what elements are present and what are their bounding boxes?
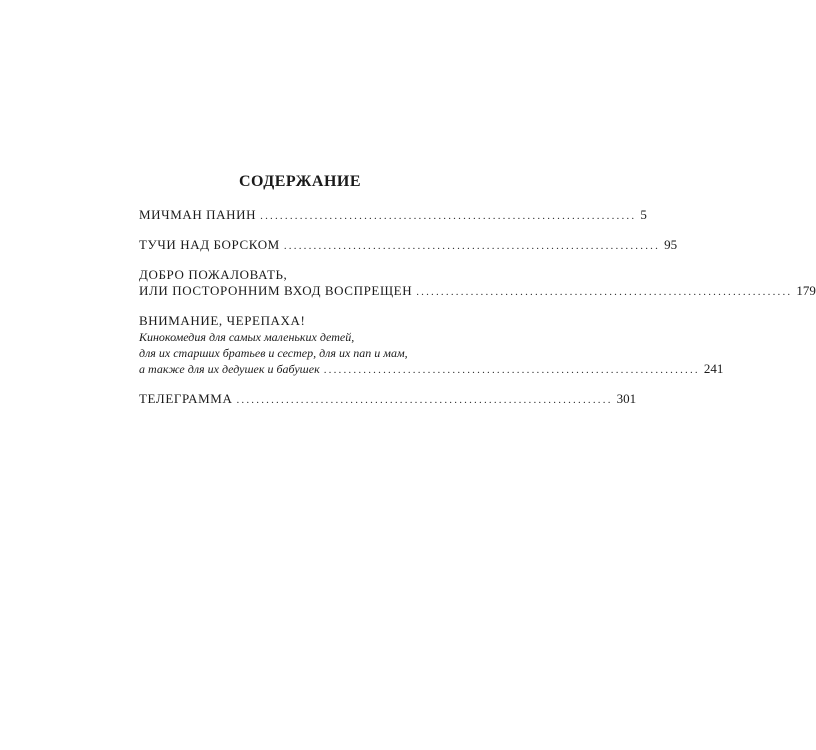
toc-line — [139, 237, 678, 254]
dot-leader: ............................................................................ — [416, 286, 793, 298]
dot-leader: ............................................................................ — [236, 394, 613, 406]
toc-entry-subtitle-line: а также для их дедушек и бабушек — [139, 362, 320, 376]
toc-entry-title: МИЧМАН ПАНИН — [139, 207, 257, 222]
toc-entry-subtitle-line: Кинокомедия для самых маленьких детей, — [139, 330, 355, 344]
toc-entry-page: 95 — [664, 237, 678, 252]
toc-line — [139, 283, 816, 300]
toc-entry-subtitle-line: для их старших братьев и сестер, для их пап и мам, — [139, 346, 408, 360]
table-of-contents — [139, 207, 816, 421]
toc-entry-title: ТУЧИ НАД БОРСКОМ — [139, 237, 280, 252]
toc-line — [139, 391, 637, 408]
dot-leader: ............................................................................ — [260, 210, 637, 222]
dot-leader: ............................................................................ — [283, 240, 661, 252]
toc-line — [139, 267, 482, 283]
toc-entry-michman-panin[interactable] — [139, 207, 647, 224]
toc-entry-telegramma[interactable] — [139, 391, 637, 408]
toc-entry-dobro-pozhalovat[interactable] — [139, 267, 816, 300]
toc-entry-vnimanie-cherepakha[interactable] — [139, 313, 724, 378]
toc-entry-page: 241 — [703, 361, 724, 376]
toc-entry-title-line2: ИЛИ ПОСТОРОННИМ ВХОД ВОСПРЕЩЕН — [139, 283, 413, 298]
toc-entry-tuchi-nad-borskom[interactable] — [139, 237, 678, 254]
toc-entry-page: 179 — [796, 283, 816, 298]
toc-entry-page: 301 — [616, 391, 637, 406]
toc-heading: СОДЕРЖАНИЕ — [238, 173, 362, 190]
toc-line — [139, 207, 647, 224]
toc-entry-title: ВНИМАНИЕ, ЧЕРЕПАХА! — [139, 313, 306, 328]
toc-line — [139, 313, 482, 329]
toc-entry-title: ТЕЛЕГРАММА — [139, 391, 233, 406]
toc-entry-title-line1: ДОБРО ПОЖАЛОВАТЬ, — [139, 267, 288, 282]
dot-leader: ............................................................................ — [323, 364, 700, 376]
toc-entry-page: 5 — [640, 207, 647, 222]
toc-line — [139, 361, 724, 378]
